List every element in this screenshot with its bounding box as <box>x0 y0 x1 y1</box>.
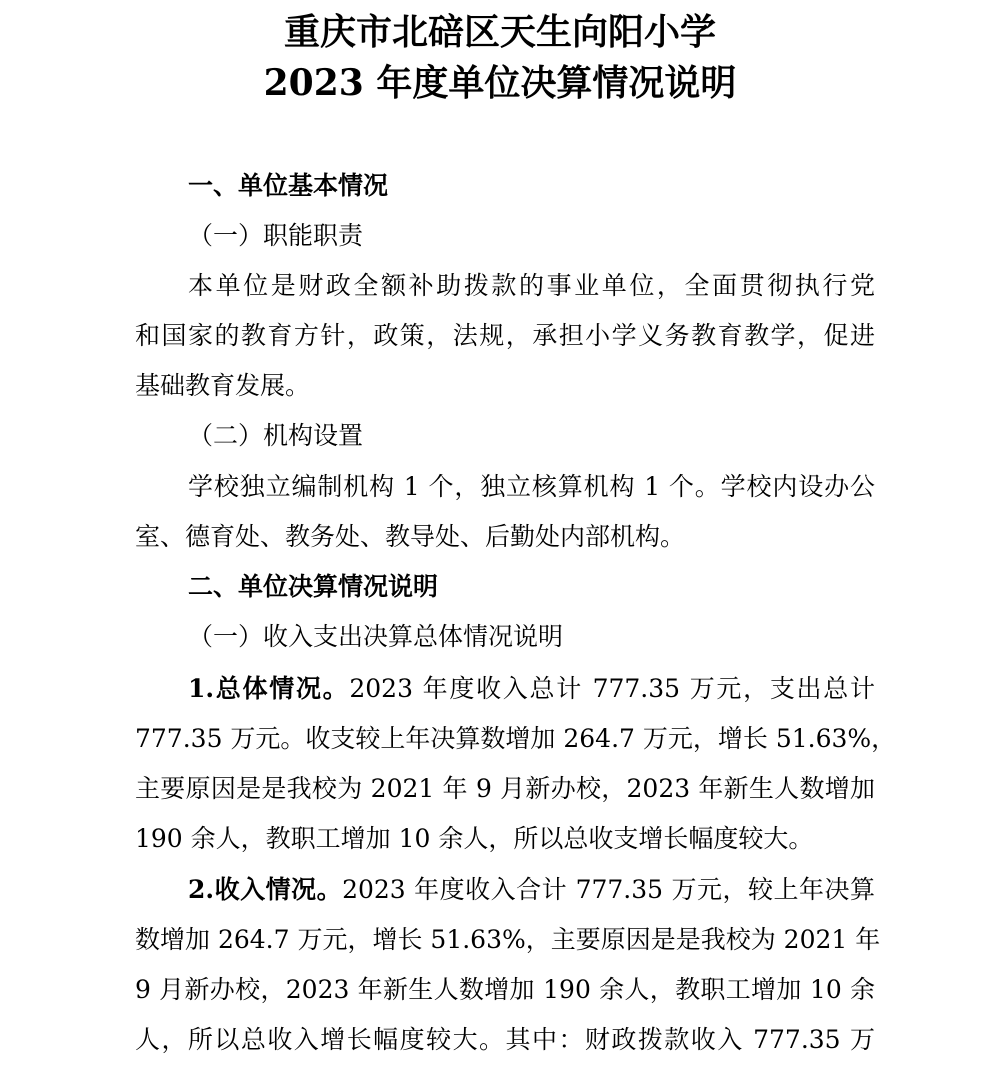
section2-sub1-heading: （一）收入支出决算总体情况说明 <box>188 622 564 651</box>
paragraph-line: 基础教育发展。 <box>135 371 311 400</box>
paragraph-line: 数增加 264.7 万元，增长 51.63%，主要原因是是我校为 2021 年 <box>135 925 881 954</box>
paragraph-lead-income: 2.收入情况。 <box>188 875 343 904</box>
paragraph-text: 2023 年度收入总计 777.35 万元，支出总计 <box>349 674 875 703</box>
document-title-line1: 重庆市北碚区天生向阳小学 <box>283 11 716 53</box>
section1-sub1-heading: （一）职能职责 <box>188 221 364 250</box>
paragraph-line: 和国家的教育方针，政策，法规，承担小学义务教育教学，促进 <box>135 321 875 350</box>
paragraph-line: 室、德育处、教务处、教导处、后勤处内部机构。 <box>135 522 686 551</box>
paragraph-line: 190 余人，教职工增加 10 余人，所以总收支增长幅度较大。 <box>135 824 814 853</box>
section2-heading: 二、单位决算情况说明 <box>188 572 439 601</box>
paragraph-text: 2023 年度收入合计 777.35 万元，较上年决算 <box>342 875 875 904</box>
paragraph-line <box>188 672 875 706</box>
section1-sub2-heading: （二）机构设置 <box>188 421 364 450</box>
paragraph-line: 主要原因是是我校为 2021 年 9 月新办校，2023 年新生人数增加 <box>135 774 875 803</box>
paragraph-line: 人，所以总收入增长幅度较大。其中：财政拨款收入 777.35 万 <box>135 1025 875 1054</box>
paragraph-line <box>188 873 875 907</box>
paragraph-line: 本单位是财政全额补助拨款的事业单位，全面贯彻执行党 <box>188 271 875 300</box>
section1-heading: 一、单位基本情况 <box>188 171 389 200</box>
paragraph-line: 学校独立编制机构 1 个，独立核算机构 1 个。学校内设办公 <box>188 472 875 501</box>
paragraph-line: 777.35 万元。收支较上年决算数增加 264.7 万元，增长 51.63%， <box>135 724 897 753</box>
document-title-line2: 2023 年度单位决算情况说明 <box>263 62 737 104</box>
paragraph-lead-overall: 1.总体情况。 <box>188 674 350 703</box>
paragraph-line: 9 月新办校，2023 年新生人数增加 190 余人，教职工增加 10 余 <box>135 975 875 1004</box>
